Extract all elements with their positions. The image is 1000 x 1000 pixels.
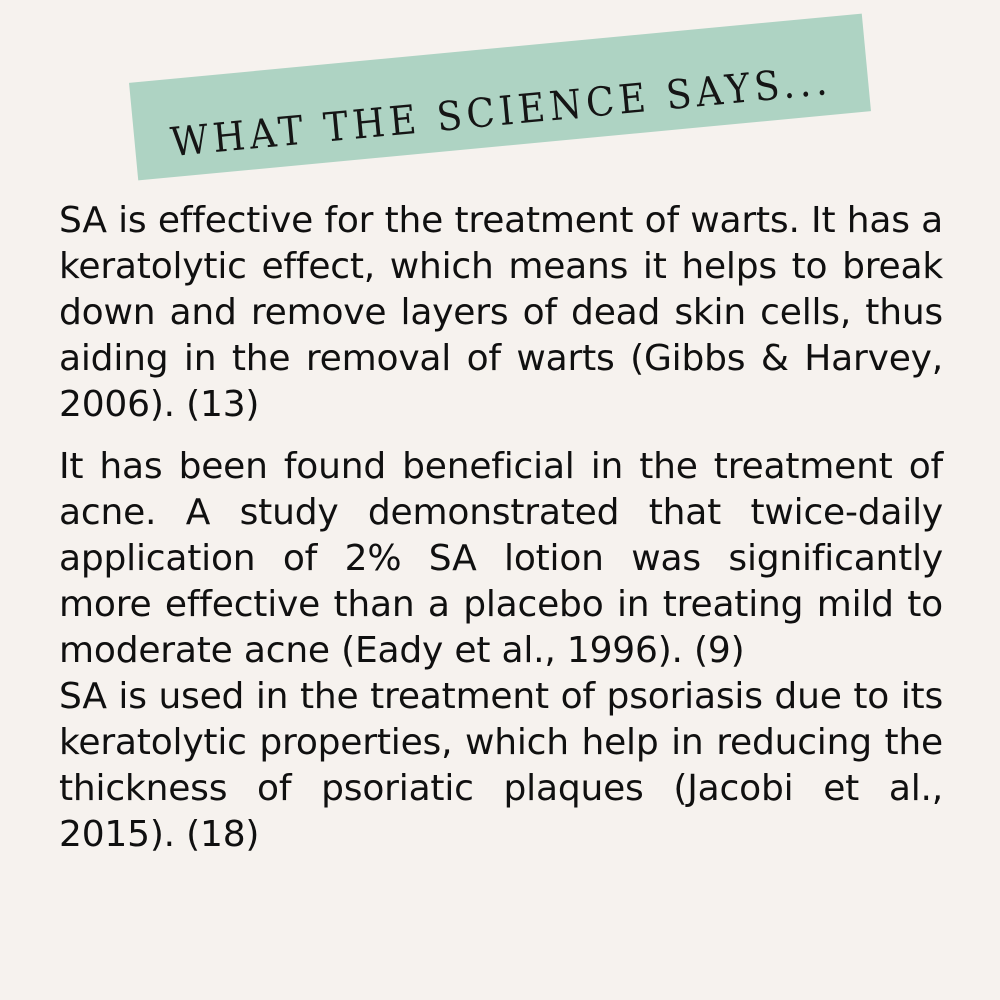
- paragraph-acne: It has been found beneficial in the treatment of acne. A study demonstrated that twice-daily application of 2% SA lotion was significantly more effective than a placebo in treating mild to moderate acne (Eady et al., 1996). (9): [59, 446, 943, 671]
- body-text: [59, 198, 943, 858]
- banner-title: WHAT THE SCIENCE SAYS...: [168, 57, 834, 167]
- paragraph-psoriasis: SA is used in the treatment of psoriasis due to its keratolytic properties, which help in reducing the thickness of psoriatic plaques (Jacobi et al., 2015). (18): [59, 676, 943, 855]
- paragraph-warts: SA is effective for the treatment of warts. It has a keratolytic effect, which means it helps to break down and remove layers of dead skin cells, thus aiding in the removal of warts (Gibbs & Harvey, 2006). (13): [59, 200, 943, 425]
- title-banner: [129, 14, 871, 181]
